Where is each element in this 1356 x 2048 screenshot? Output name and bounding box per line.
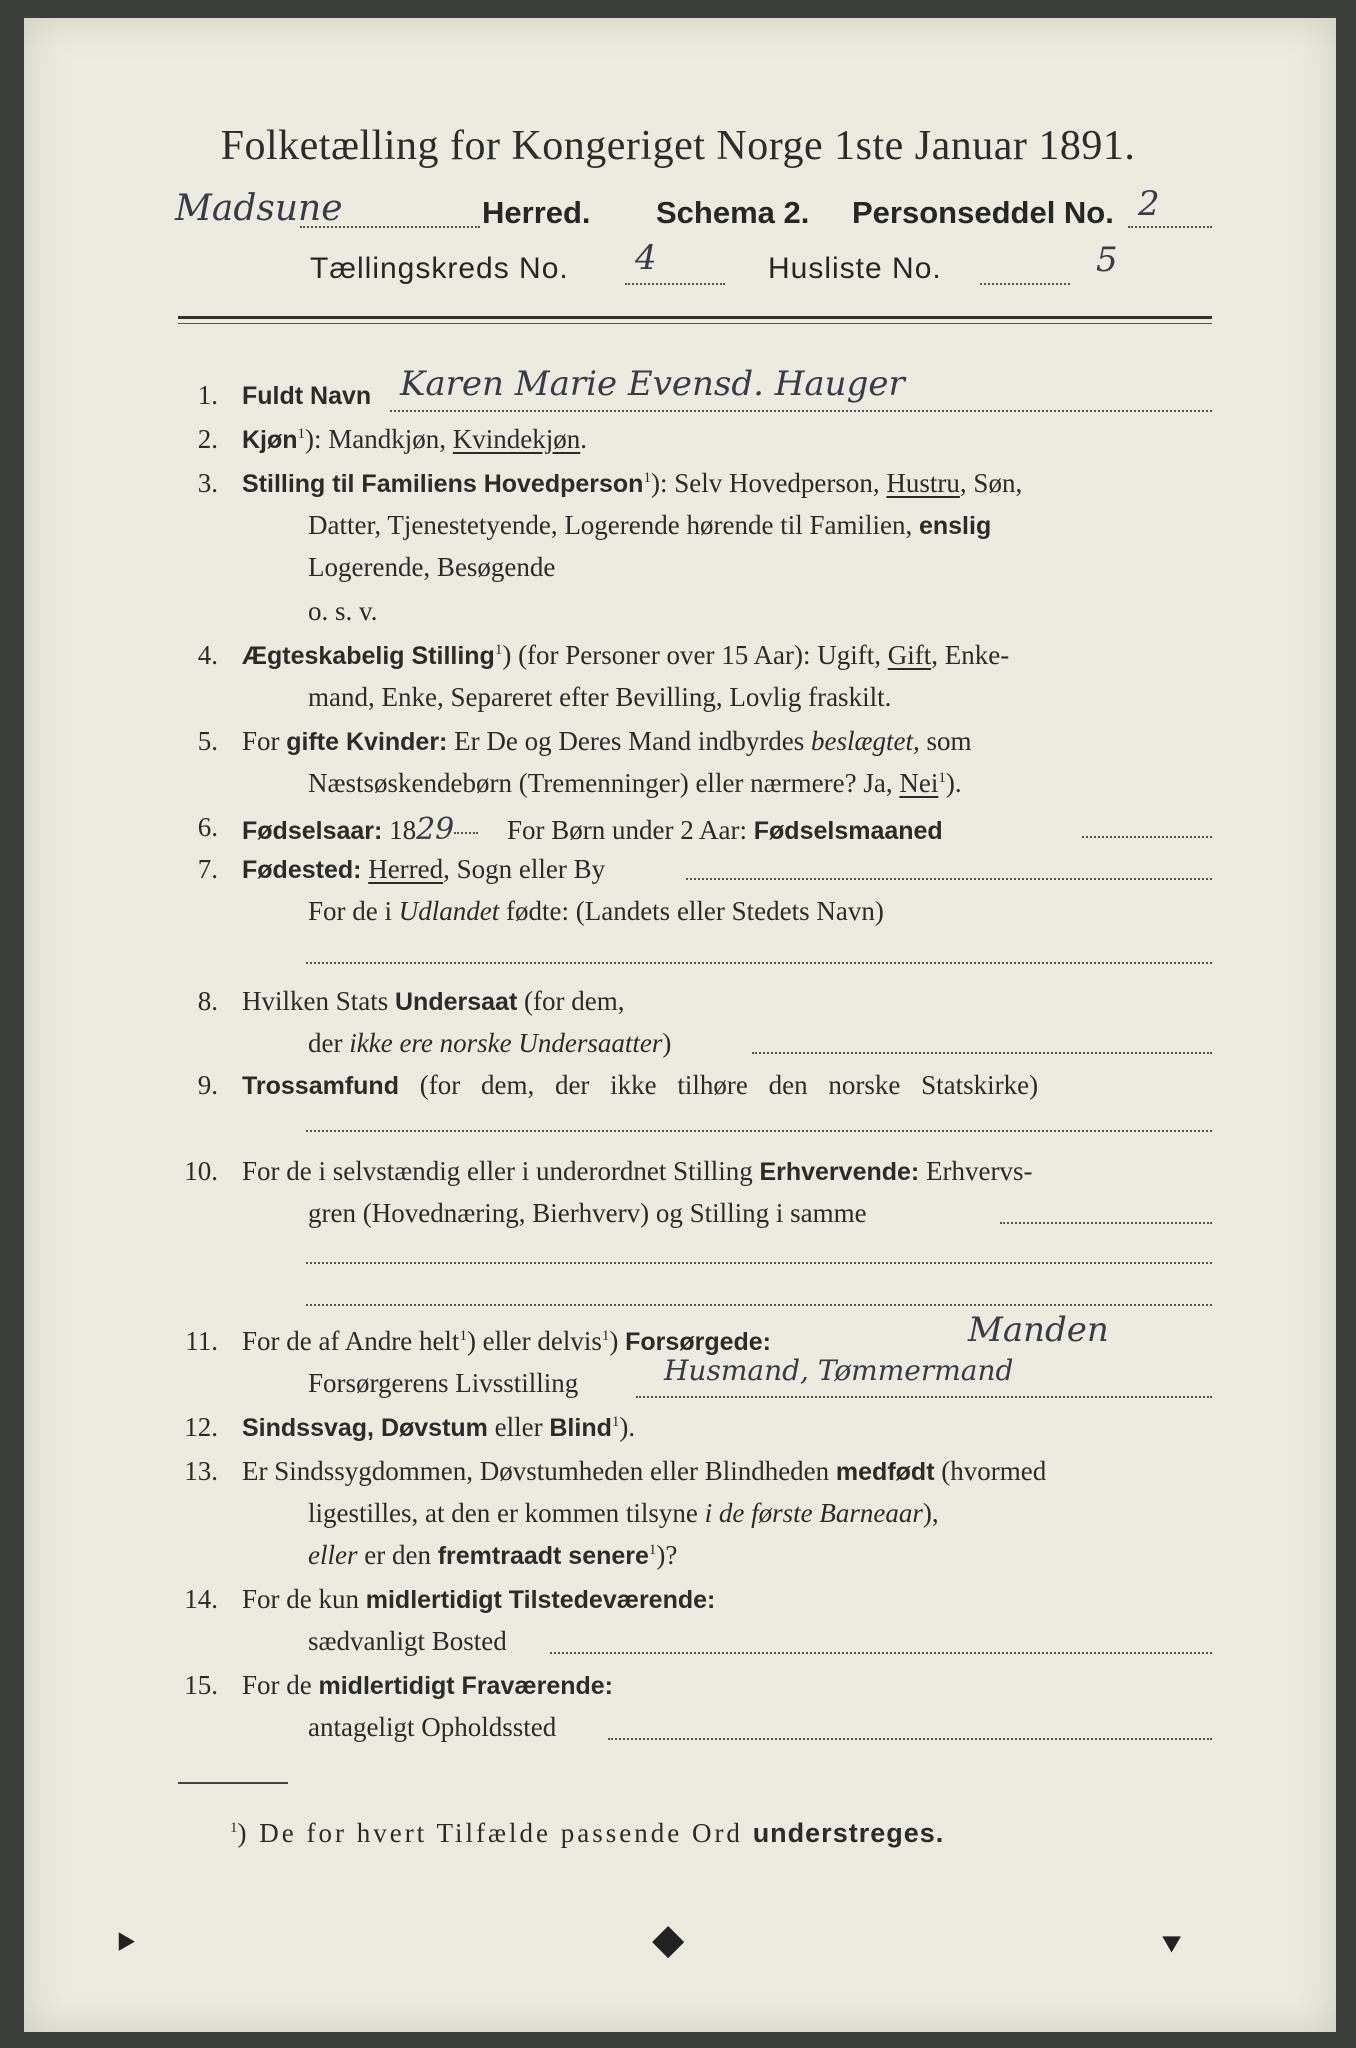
q5-selected-option: Nei [899, 768, 939, 798]
q10-text-a: For de i selvstændig eller i underordnet Stilling [242, 1156, 753, 1186]
q5-row [242, 726, 972, 757]
q6-fill-line2 [1082, 836, 1212, 838]
q10-fill-line3 [306, 1304, 1212, 1306]
q14-line2: sædvanligt Bosted [308, 1626, 507, 1656]
item-number: 15. [184, 1670, 218, 1700]
footnote-sup: 1 [230, 1820, 238, 1836]
q3-line2 [308, 510, 991, 541]
footnote-ref: 1 [648, 1542, 657, 1558]
q4-row [242, 640, 1009, 671]
q3-options-c: Datter, Tjenestetyende, Logerende hørende til Familien, [308, 510, 913, 540]
q10-row [242, 1156, 1032, 1187]
q3-selected-option: Hustru [886, 468, 960, 498]
q7-fill-line2 [306, 962, 1212, 964]
q8-fill-line [752, 1052, 1212, 1054]
q7-fill-line [686, 878, 1212, 880]
footnote-text: ) De for hvert Tilfælde passende Ord [237, 1818, 743, 1848]
footnote-ref: 1 [297, 426, 306, 442]
personseddel-label: Personseddel No. [852, 195, 1114, 230]
q11-text-a: For de af Andre helt [242, 1326, 460, 1356]
q4-options-a: ) (for Personer over 15 Aar): Ugift, [502, 640, 881, 670]
q5-question: Næstsøskendebørn (Tremenninger) eller nærmere? Ja, [308, 768, 893, 798]
q13-eller: eller [308, 1540, 358, 1570]
item-number: 9. [197, 1070, 218, 1100]
q7-options: , Sogn eller By [443, 854, 606, 884]
q12-label2: Blind [549, 1414, 612, 1442]
personseddel-fill-line [1128, 226, 1212, 228]
q13-line2 [308, 1498, 939, 1529]
footnote-ref: 1 [611, 1414, 620, 1430]
q11-row [242, 1326, 771, 1357]
q4-selected-option: Gift [887, 640, 932, 670]
tellingskreds-fill-line [625, 283, 725, 285]
q6-label2: Fødselsmaaned [753, 817, 943, 845]
q8-close: ) [662, 1028, 672, 1058]
q2-row [242, 424, 587, 455]
q7-udlandet: Udlandet [398, 896, 500, 926]
q5-line2 [308, 768, 962, 799]
q5-close: ). [945, 768, 962, 798]
personseddel-handwritten-value: 2 [1138, 184, 1160, 224]
q15-fill-line [608, 1738, 1212, 1740]
q3-options-a: ): Selv Hovedperson, [650, 468, 880, 498]
tellingskreds-label: Tællingskreds No. [310, 252, 569, 285]
item-number: 8. [197, 986, 218, 1016]
q6-row [242, 812, 943, 847]
form-title: Folketælling for Kongeriget Norge 1ste Januar 1891. [220, 123, 1136, 169]
q10-text-b: Erhvervs- [926, 1156, 1033, 1186]
q13-italic: i de første Barneaar [704, 1498, 923, 1528]
q11-text-b: ) eller delvis [466, 1326, 602, 1356]
item-number: 6. [197, 812, 218, 842]
q13-text-d: er den [364, 1540, 431, 1570]
q11-line2: Forsørgerens Livsstilling [308, 1368, 579, 1398]
q6-handwritten-value: 29 [416, 812, 455, 847]
q13-text-c: ligestilles, at den er kommen tilsyne [308, 1498, 698, 1528]
q4-options-b: , Enke- [931, 640, 1010, 670]
q7-row [242, 854, 605, 885]
q13-row [242, 1456, 1046, 1487]
q15-line2: antageligt Opholdssted [308, 1712, 557, 1742]
q9-fill-line [306, 1130, 1212, 1132]
q1-fill-line [390, 410, 1212, 412]
q7-text-a: For de i [308, 896, 392, 926]
item-number: 13. [184, 1456, 218, 1486]
q5-text-a: For [242, 726, 280, 756]
q8-text-a: Hvilken Stats [242, 986, 389, 1016]
husliste-handwritten-value: 5 [1096, 240, 1118, 280]
q7-text-b: fødte: (Landets eller Stedets Navn) [506, 896, 884, 926]
q2-selected-option: Kvindekjøn [452, 424, 581, 454]
item-number: 12. [184, 1412, 218, 1442]
q3-line3: Logerende, Besøgende [308, 552, 556, 582]
q4-line2: mand, Enke, Separeret efter Bevilling, Lovlig fraskilt. [308, 682, 892, 712]
q11-fill-line [636, 1396, 1212, 1398]
husliste-label: Husliste No. [768, 252, 942, 285]
footnote-ref: 1 [601, 1328, 610, 1344]
q2-label: Kjøn [242, 426, 298, 454]
q12-close: ). [619, 1412, 636, 1442]
q12-text: eller [494, 1412, 543, 1442]
q6-label: Fødselsaar: [242, 817, 383, 845]
item-number: 7. [197, 854, 218, 884]
footnote [230, 1818, 944, 1849]
item-number: 1. [197, 380, 218, 410]
q3-enslig: enslig [918, 512, 992, 540]
q9-label: Trossamfund [242, 1072, 399, 1100]
husliste-fill-line [980, 283, 1070, 285]
item-number: 4. [197, 640, 218, 670]
header-divider-thin [178, 323, 1212, 324]
q8-text-c: der [308, 1028, 343, 1058]
q10-label: Erhvervende: [759, 1158, 920, 1186]
q3-options-b: , Søn, [959, 468, 1023, 498]
q6-text-b: For Børn under 2 Aar: [507, 815, 747, 845]
q15-label: midlertidigt Fraværende: [318, 1672, 613, 1700]
q10-fill-line2 [306, 1262, 1212, 1264]
q13-text-a: Er Sindssygdommen, Døvstumheden eller Blindheden [242, 1456, 830, 1486]
binding-mark-left: ⯈ [112, 1924, 140, 1964]
q13-text-b: (hvormed [941, 1456, 1047, 1486]
q7-label: Fødested: [242, 856, 362, 884]
q6-fill-line [454, 832, 478, 834]
q7-selected-option: Herred [368, 854, 444, 884]
q1-row [242, 380, 371, 411]
q11-paren: ) [609, 1326, 619, 1356]
footnote-ref: 1 [494, 642, 503, 658]
q10-line2: gren (Hovednæring, Bierhverv) og Stilling i samme [308, 1198, 867, 1228]
q13-label2: fremtraadt senere [437, 1542, 649, 1570]
q11-handwritten-value2: Husmand, Tømmermand [664, 1354, 1014, 1387]
q1-handwritten-value: Karen Marie Evensd. Hauger [400, 364, 905, 404]
q8-label: Undersaat [395, 988, 518, 1016]
footnote-ref: 1 [938, 770, 946, 786]
tellingskreds-handwritten-value: 4 [635, 238, 657, 278]
q14-text-a: For de kun [242, 1584, 359, 1614]
q1-label: Fuldt Navn [242, 382, 372, 410]
q7-line2 [308, 896, 884, 927]
census-form-sheet [24, 18, 1336, 2032]
q13-label: medfødt [835, 1458, 935, 1486]
q11-label: Forsørgede: [625, 1328, 771, 1356]
q8-italic: ikke ere norske Undersaatter [349, 1028, 663, 1058]
item-number: 11. [185, 1326, 218, 1356]
footnote-ref: 1 [643, 470, 651, 486]
q13-line3 [308, 1540, 677, 1571]
q2-options: ): Mandkjøn, [305, 424, 447, 454]
q6-prefix: 18 [389, 815, 417, 845]
q14-row [242, 1584, 715, 1615]
q8-row [242, 986, 624, 1017]
q12-row [242, 1412, 635, 1443]
item-number: 2. [197, 424, 218, 454]
q5-label: gifte Kvinder: [286, 728, 448, 756]
schema-label: Schema 2. [656, 195, 810, 230]
herred-fill-line [300, 226, 480, 228]
item-number: 10. [184, 1156, 218, 1186]
q9-text: (for dem, der ikke tilhøre den norske Statskirke) [419, 1070, 1039, 1100]
q8-text-b: (for dem, [524, 986, 625, 1016]
q14-fill-line [550, 1652, 1212, 1654]
footnote-rule [178, 1782, 288, 1784]
footnote-ref: 1 [459, 1328, 467, 1344]
q5-italic: beslægtet, [811, 726, 920, 756]
q3-line4: o. s. v. [308, 596, 378, 626]
footnote-bold: understreges. [752, 1818, 945, 1848]
q15-row [242, 1670, 613, 1701]
q8-line2 [308, 1028, 671, 1059]
q9-row [242, 1070, 1038, 1101]
q13-comma: ), [922, 1498, 939, 1528]
item-number: 3. [197, 468, 218, 498]
q12-label: Sindssvag, Døvstum [242, 1414, 488, 1442]
q2-period: . [580, 424, 588, 454]
q10-fill-line [1000, 1222, 1212, 1224]
q15-text-a: For de [242, 1670, 312, 1700]
q5-text-c: som [926, 726, 972, 756]
binding-mark-right: ⯆ [1158, 1926, 1186, 1966]
herred-handwritten-value: Madsune [175, 188, 343, 229]
q5-text-b: Er De og Deres Mand indbyrdes [454, 726, 805, 756]
q11-handwritten-value: Manden [968, 1310, 1109, 1350]
q14-label: midlertidigt Tilstedeværende: [365, 1586, 716, 1614]
herred-label: Herred. [482, 195, 591, 230]
q4-label: Ægteskabelig Stilling [242, 642, 495, 670]
q13-close: )? [656, 1540, 678, 1570]
binding-mark-center: ◆ [652, 1914, 685, 1963]
q3-label: Stilling til Familiens Hovedperson [242, 470, 644, 498]
header-divider [178, 316, 1212, 319]
item-number: 5. [197, 726, 218, 756]
item-number: 14. [184, 1584, 218, 1614]
q3-row [242, 468, 1022, 499]
